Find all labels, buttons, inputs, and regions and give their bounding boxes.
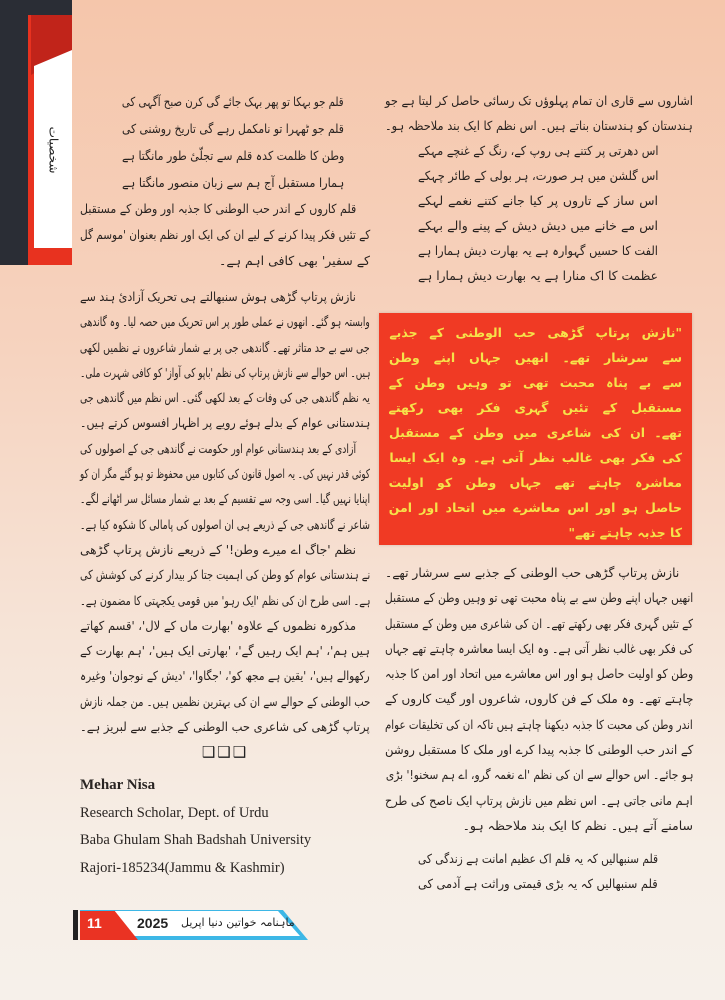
text-line-content: ہندستانی عوام کے بدلے ہوئے رویے پر اظہار افسوس کرتے ہیں۔ [79, 415, 370, 431]
text-line-content: انھیں جہاں اپنے وطن سے بے پناہ محبت تھی تو وہیں وطن کے مستقبل [384, 590, 693, 606]
text-line-content: اہم مانی جاتی ہے۔ اس نظم میں نازش پرتاپ ایک ناصح کی طرح [385, 792, 693, 808]
text-line [389, 370, 682, 395]
text-line [385, 636, 693, 661]
text-line-content: قلم جو ٹھہرا تو نامکمل رہے گی تاریخ روشنی کی [122, 121, 344, 136]
text-line [418, 238, 658, 263]
text-line-content: "نازش پرتاپ گڑھی حب الوطنی کے جذبے [389, 325, 682, 340]
text-line [122, 88, 344, 115]
left-paragraphs [80, 284, 370, 763]
text-line [80, 436, 370, 461]
text-line-content: کی فکر بھی غالب نظر آتی ہے۔ وہ ایک ایسا معاشرہ چاہتے تھے جہاں [384, 640, 693, 656]
magazine-name: ماہنامہ خواتین دنیا اپریل [181, 916, 295, 929]
text-line-content: مذکورہ نظموں کے علاوہ 'بھارت ماں کے لال'، 'قسم کھاتے [79, 617, 356, 633]
text-line [80, 461, 370, 486]
text-line [385, 611, 693, 636]
text-line [385, 560, 693, 585]
text-line-content: سے سرشار تھے۔ انھیں جہاں اپنے وطن [388, 350, 682, 365]
text-line-content: کا جذبہ چاہتے تھے" [568, 525, 682, 540]
right-poem-2 [418, 846, 658, 896]
text-line [122, 169, 344, 196]
footer-black-strip [73, 910, 78, 940]
text-line [385, 113, 693, 138]
text-line-content: مستقبل کے تئیں گہری فکر بھی رکھتے [388, 400, 682, 415]
sidebar-top-bar [0, 0, 72, 15]
author-block [80, 772, 311, 882]
text-line-content: قلم سنبھالیں کہ یہ بڑی قیمتی وراثت ہے آدمی کی [418, 876, 658, 891]
text-line [385, 762, 693, 787]
text-line [418, 188, 658, 213]
text-line [389, 395, 682, 420]
text-line [80, 196, 370, 222]
text-line [389, 345, 682, 370]
text-line-content: سے بے پناہ محبت تھی تو وہیں وطن کے [388, 375, 682, 390]
text-line [80, 222, 370, 248]
text-line-content: اپنایا نہیں گیا۔ اسی وجہ سے تقسیم کے بعد بے شمار مسائل سر اٹھانے لگے۔ [79, 491, 370, 507]
text-line-content: ہیں۔ اس حوالے سے نازش پرتاپ کی نظم 'باپو کی آواز' کو کافی شہرت ملی۔ [79, 364, 370, 380]
text-line-content: اندر وطن کی محبت کا جذبہ دیکھنا چاہتے ہیں تاکہ ان کی تخلیقات عوام [385, 716, 693, 732]
text-line-content: حاصل ہو اور اس معاشرے میں اتحاد اور امن [388, 500, 682, 515]
text-line [80, 284, 370, 309]
text-line [389, 495, 682, 520]
text-line [80, 512, 370, 537]
left-poem [122, 88, 344, 196]
text-line [80, 663, 370, 688]
text-line [80, 309, 370, 334]
text-line-content: قلم سنبھالیں کہ یہ قلم اک عظیم امانت ہے زندگی کی [417, 851, 658, 866]
text-line-content: اس گلشن میں ہر صورت، ہر بولی کے طائر چہکے [417, 168, 658, 183]
text-line-content: رکھوالے ہیں'، 'یقین ہے مجھ کو'، 'جگاوا'، 'دیش کے نوجوان' وغیرہ [80, 668, 370, 684]
text-line [122, 115, 344, 142]
text-line [80, 335, 370, 360]
text-line-content: ہیں ہم'، 'ہم ایک رہیں گے'، 'بھارتی ایک ہیں'، 'ہم بھارت کے [80, 643, 370, 659]
text-line-content: الفت کا حسیں گہوارہ ہے یہ بھارت دیش ہمارا ہے [418, 243, 658, 258]
author-name: Mehar Nisa [80, 777, 156, 793]
author-address: Rajori-185234(Jammu & Kashmir) [80, 859, 285, 876]
text-line [385, 813, 693, 838]
text-line [80, 360, 370, 385]
text-line-content: ہندستان کو ہندستان بناتے ہیں۔ اس نظم کا ایک بند ملاحظہ ہو۔ [385, 118, 693, 133]
text-line [385, 661, 693, 686]
author-university: Baba Ghulam Shah Badshah University [80, 832, 312, 848]
text-line-content: عظمت کا اک منارا ہے یہ بھارت دیش ہمارا ہے [418, 268, 658, 283]
issue-year: 2025 [137, 915, 169, 931]
text-line-content: کوئی قدر نہیں کی۔ یہ اصول قانون کی کتابوں میں محفوظ تو ہو گئے مگر ان کو [80, 466, 370, 482]
text-line-content: قلم کاروں کے اندر حب الوطنی کا جذبہ اور وطن کے مستقبل [79, 201, 356, 216]
text-line [389, 520, 682, 545]
text-line [385, 737, 693, 762]
text-line [80, 486, 370, 511]
text-line-content: پرتاپ گڑھی کی شاعری حب الوطنی کے جذبے سے لبریز ہے۔ [80, 719, 370, 735]
text-line-content: کی فکر بھی غالب نظر آتی ہے۔ وہ ایک ایسا [389, 450, 682, 465]
pull-quote [389, 320, 682, 545]
text-line [389, 445, 682, 470]
text-line [385, 88, 693, 113]
paragraph [80, 436, 370, 537]
right-paragraph [385, 560, 693, 838]
right-poem [418, 138, 658, 288]
page-number: 11 [87, 915, 102, 931]
text-line [80, 537, 370, 562]
text-line [80, 689, 370, 714]
text-line [80, 638, 370, 663]
text-line [418, 871, 658, 896]
author-title: Research Scholar, Dept. of Urdu [80, 804, 269, 821]
text-line-content: کے تئیں فکر پیدا کرنے کے لیے ان کی ایک اور نظم بعنوان 'موسم گل [79, 227, 370, 242]
text-line-content: ہمارا مستقبل آج ہم سے زبان منصور مانگتا ہے [121, 175, 344, 190]
text-line [389, 420, 682, 445]
text-line [418, 213, 658, 238]
text-line-content: جی سے بے حد متاثر تھے۔ گاندھی جی پر بے شمار شاعروں نے نظمیں لکھی [80, 339, 370, 355]
text-line-content: تھے۔ ان کی شاعری میں وطن کے مستقبل [389, 425, 682, 440]
text-line [418, 263, 658, 288]
text-line [385, 686, 693, 711]
text-line-content: ہے۔ اسی طرح ان کی نظم 'ایک رہو' میں قومی یکجہتی کا مضمون ہے۔ [79, 592, 370, 608]
text-line-content: معاشرہ چاہتے تھے جہاں وطن کو اولیت [388, 475, 682, 490]
text-line-content: کے تئیں گہری فکر بھی رکھتے تھے۔ ان کی شاعری میں وطن کے مستقبل [385, 615, 693, 631]
text-line-content: اس مے خانے میں دیش دیش کے پینے والے بہکے [417, 218, 658, 233]
text-line [80, 410, 370, 435]
text-line-content: نازش پرتاپ گڑھی حب الوطنی کے جذبے سے سرشار تھے۔ [384, 565, 679, 580]
section-label-text: شخصیات [46, 126, 60, 174]
text-line-content: نظم 'جاگ اے میرے وطن!' کے ذریعے نازش پرتاپ گڑھی [80, 541, 356, 557]
text-line [389, 320, 682, 345]
text-line [80, 385, 370, 410]
section-label [36, 120, 70, 180]
text-line-content: سامنے آتے ہیں۔ نظم کا ایک بند ملاحظہ ہو۔ [462, 817, 693, 833]
text-line [418, 163, 658, 188]
text-line-content: نے ہندستانی عوام کو وطن کی اہمیت جتا کر بیدار کرنے کی کوشش کی [79, 567, 370, 583]
text-line [389, 470, 682, 495]
text-line-content: چاہتے تھے۔ وہ ملک کے فن کاروں، شاعروں اور گیت کاروں کے [384, 691, 693, 707]
text-line [418, 846, 658, 871]
text-line-content: اس دھرتی پر کتنے ہی روپ کے، رنگ کے غنچے مہکے [417, 143, 658, 158]
text-line-content: شاعر نے گاندھی جی کے ذریعے ہی ان اصولوں کی پامالی کا شکوہ کیا ہے۔ [80, 516, 370, 532]
text-line-content: وطن کو اولیت حاصل ہو اور اس معاشرے میں اتحاد اور امن کا جذبہ [384, 666, 693, 682]
text-line-content: حب الوطنی کے حوالے سے ان کی بہترین نظمیں ہیں۔ من جملہ نازش [79, 693, 370, 709]
text-line [80, 562, 370, 587]
text-line [385, 712, 693, 737]
text-line-content: وطن کا ظلمت کدہ قلم سے تجلّیٔ طور مانگتا ہے [121, 148, 344, 163]
text-line-content: آزادی کے بعد ہندستانی عوام اور حکومت نے گاندھی جی کے اصولوں کی [79, 440, 356, 456]
text-line [80, 588, 370, 613]
text-line [80, 248, 370, 274]
text-line-content: کے اندر حب الوطنی کا جذبہ پیدا کرے اور ملک کا مستقبل روشن [384, 742, 693, 758]
text-line-content: وابستہ ہو گئے۔ انھوں نے عملی طور پر اس تحریک میں حصہ لیا۔ وہ گاندھی [80, 314, 370, 330]
page-footer [73, 910, 308, 940]
right-intro [385, 88, 693, 138]
text-line [385, 585, 693, 610]
left-paragraph-group [80, 284, 370, 739]
paragraph [80, 537, 370, 613]
text-line-content: اس ساز کے تاروں پر کیا جانے کتنے نغمے لہکے [417, 193, 658, 208]
text-line-content: ہو جائے۔ اس حوالے سے ان کی نظم 'اے نغمہ گرو، اے ہم سخنو!' بڑی [385, 767, 693, 783]
text-line [418, 138, 658, 163]
end-mark: ❑❑❑ [201, 743, 249, 762]
paragraph [80, 284, 370, 436]
text-line [385, 788, 693, 813]
text-line-content: قلم جو بہکا تو پھر بہک جائے گی کرن صبح آگہی کی [122, 94, 344, 109]
left-paragraph-1 [80, 196, 370, 274]
text-line-content: اشاروں سے قاری ان تمام پہلوؤں تک رسائی حاصل کر لیتا ہے جو [385, 93, 693, 108]
text-line-content: کے سفیر' بھی کافی اہم ہے۔ [219, 253, 370, 268]
text-line-content: نازش پرتاپ گڑھی ہوش سنبھالتے ہی تحریک آزادیٔ ہند سے [80, 289, 356, 304]
text-line-content: یہ نظم گاندھی جی کی وفات کے بعد لکھی گئی۔ اس نظم میں گاندھی جی [80, 390, 370, 406]
text-line [122, 142, 344, 169]
